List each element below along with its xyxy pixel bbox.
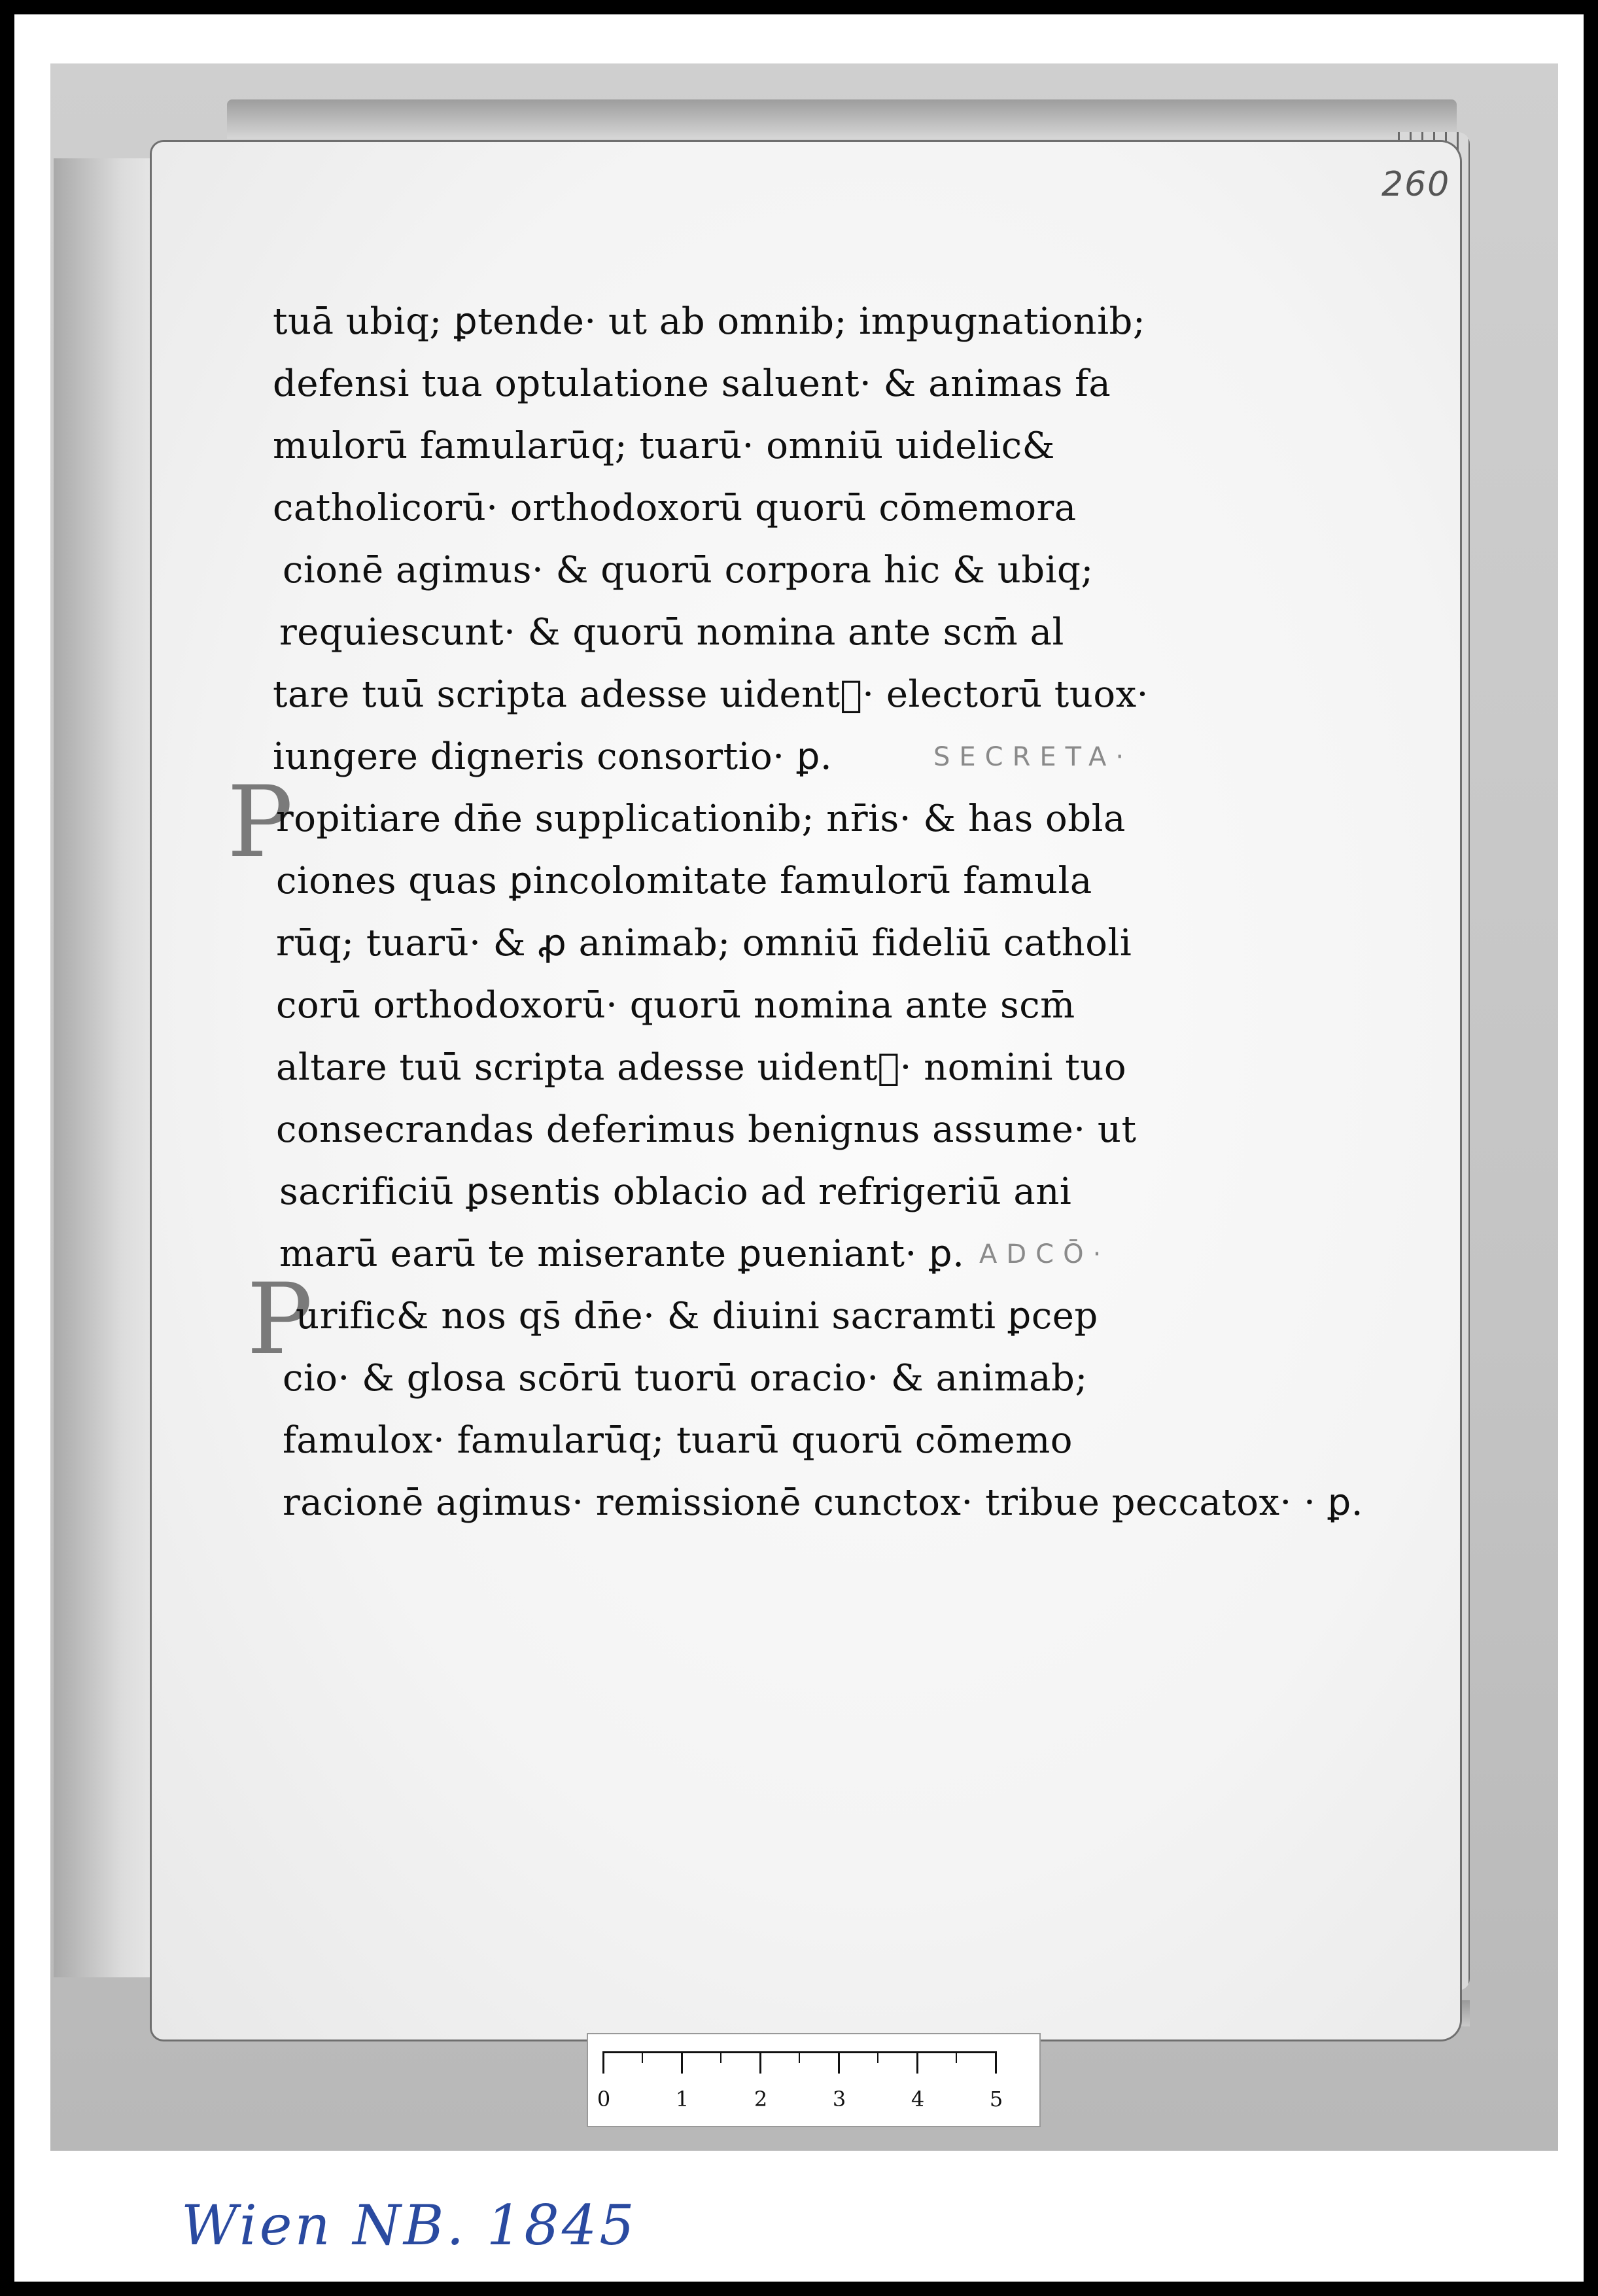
text-line: famulox· famularūq; tuarū quorū cōmemo xyxy=(283,1419,1073,1462)
binding-top-edge xyxy=(227,99,1457,139)
folio-number: 260 xyxy=(1381,165,1451,204)
text-line: cio· & glosa scōrū tuorū oracio· & animab; xyxy=(283,1357,1088,1400)
initial-p-purificet: P xyxy=(247,1263,313,1377)
text-line: rūq; tuarū· & ꝓ animab; omniū fideliū catholi xyxy=(276,922,1132,964)
scale-label: 4 xyxy=(911,2087,925,2111)
scale-label: 3 xyxy=(832,2087,846,2111)
text-line: requiescunt· & quorū nomina ante scm̄ al xyxy=(279,611,1064,654)
rubric-adco: ADCŌ· xyxy=(979,1239,1111,1269)
scale-tick xyxy=(759,2051,761,2074)
scale-label: 5 xyxy=(989,2087,1003,2111)
text-line: sacrificiū ꝑsentis oblacio ad refrigeriū ani xyxy=(279,1171,1072,1213)
text-line: corū orthodoxorū· quorū nomina ante scm̄ xyxy=(276,984,1075,1027)
scale-label: 2 xyxy=(754,2087,768,2111)
text-line: consecrandas deferimus benignus assume· ut xyxy=(276,1108,1137,1151)
scale-tick xyxy=(838,2051,840,2074)
rubric-secreta: SECRETA· xyxy=(933,742,1134,772)
scale-tick xyxy=(877,2051,878,2063)
scale-tick xyxy=(602,2051,604,2074)
text-line: mulorū famularūq; tuarū· omniū uidelic& xyxy=(273,425,1055,467)
library-shelfmark-note: Wien NB. 1845 xyxy=(181,2193,637,2257)
text-line: altare tuū scripta adesse uidentᷣ· nomini tuo xyxy=(276,1046,1127,1089)
text-line: marū earū te miserante ꝑueniant· ꝑ. xyxy=(279,1233,965,1275)
text-line: ciones quas ꝑincolomitate famulorū famula xyxy=(276,860,1092,902)
text-line: tare tuū scripta adesse uidentᷣ· electorū tuox· xyxy=(273,673,1149,716)
scale-label: 0 xyxy=(597,2087,611,2111)
scale-tick xyxy=(799,2051,800,2063)
manuscript-photograph xyxy=(50,63,1558,2151)
measurement-scale xyxy=(587,2033,1041,2127)
text-line: racionē agimus· remissionē cunctox· tribue peccatox· · ꝑ. xyxy=(283,1481,1364,1524)
text-line: urific& nos qs̄ dn̄e· & diuini sacramti ꝑcep xyxy=(296,1295,1098,1337)
text-line: defensi tua optulatione saluent· & animas fa xyxy=(273,362,1111,405)
text-line: ropitiare dn̄e supplicationib; nr̄is· & has obla xyxy=(276,798,1126,840)
scale-tick xyxy=(720,2051,721,2063)
text-line: iungere digneris consortio· ꝑ. xyxy=(273,735,833,778)
manuscript-folio xyxy=(152,142,1460,2040)
scale-tick xyxy=(916,2051,918,2074)
scale-tick xyxy=(681,2051,683,2074)
text-line: cionē agimus· & quorū corpora hic & ubiq; xyxy=(283,549,1094,592)
text-line: tuā ubiq; ꝑtende· ut ab omnib; impugnationib; xyxy=(273,300,1146,343)
scale-tick xyxy=(995,2051,997,2074)
scale-label: 1 xyxy=(675,2087,689,2111)
scale-tick xyxy=(642,2051,643,2063)
text-line: catholicorū· orthodoxorū quorū cōmemora xyxy=(273,487,1077,529)
initial-p-propitiare: P xyxy=(227,766,293,879)
scale-tick xyxy=(956,2051,957,2063)
